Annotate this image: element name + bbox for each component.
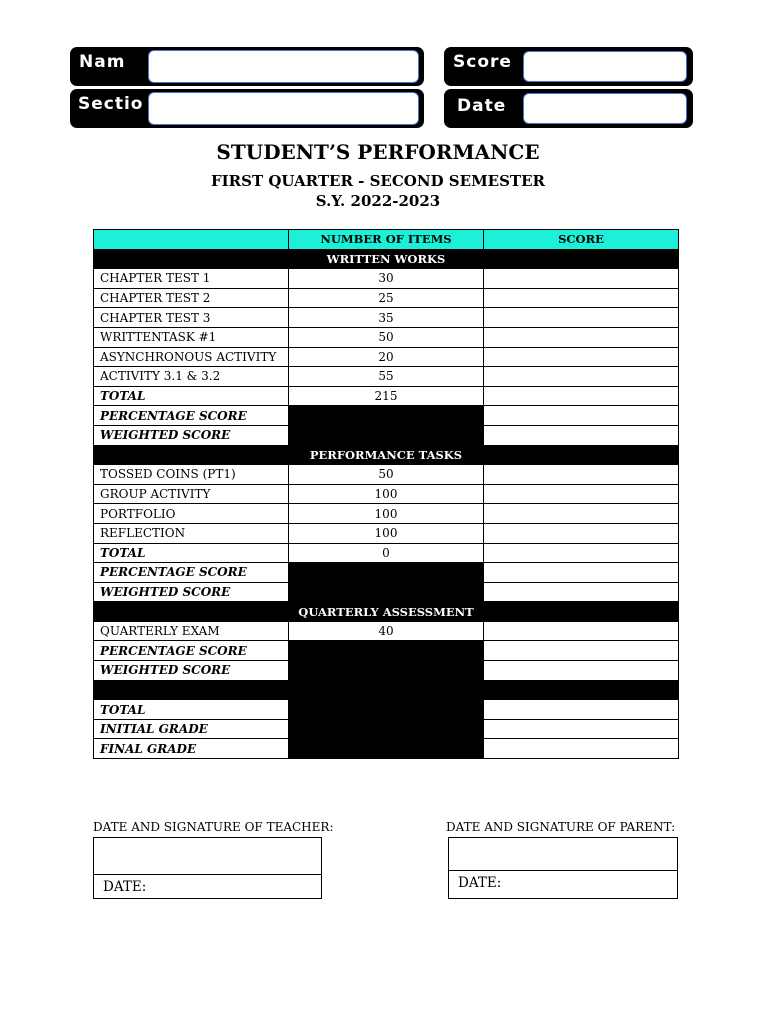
final-grade-label: FINAL GRADE	[94, 739, 289, 759]
score-cell[interactable]	[484, 288, 679, 308]
weighted-row	[94, 425, 679, 445]
blocked-cell	[289, 425, 484, 445]
score-cell[interactable]	[484, 661, 679, 681]
item-count: 55	[289, 367, 484, 387]
item-name: QUARTERLY EXAM	[94, 621, 289, 641]
score-cell[interactable]	[484, 523, 679, 543]
percentage-label: PERCENTAGE SCORE	[94, 563, 289, 583]
score-cell[interactable]	[484, 641, 679, 661]
final-grade-row	[94, 739, 679, 759]
table-row	[94, 367, 679, 387]
score-cell[interactable]	[484, 504, 679, 524]
item-count: 20	[289, 347, 484, 367]
percentage-row	[94, 641, 679, 661]
item-name: GROUP ACTIVITY	[94, 484, 289, 504]
blocked-cell	[289, 582, 484, 602]
header-number-of-items: NUMBER OF ITEMS	[289, 230, 484, 250]
item-name: CHAPTER TEST 3	[94, 308, 289, 328]
table-row	[94, 484, 679, 504]
initial-grade-row	[94, 719, 679, 739]
name-label: Nam	[79, 52, 126, 72]
blocked-cell	[289, 406, 484, 426]
date-input[interactable]	[523, 93, 687, 124]
score-cell[interactable]	[484, 582, 679, 602]
section-label: Sectio	[78, 94, 144, 114]
total-row	[94, 543, 679, 563]
parent-signature-box[interactable]	[448, 837, 678, 899]
section-row-written-works	[94, 249, 679, 269]
item-count: 100	[289, 523, 484, 543]
percentage-label: PERCENTAGE SCORE	[94, 641, 289, 661]
item-name: REFLECTION	[94, 523, 289, 543]
score-field	[444, 47, 693, 86]
teacher-signature-box[interactable]	[93, 837, 322, 899]
item-count: 40	[289, 621, 484, 641]
section-row-quarterly-assessment	[94, 602, 679, 622]
item-count: 50	[289, 465, 484, 485]
item-count: 35	[289, 308, 484, 328]
section-row-performance-tasks	[94, 445, 679, 465]
percentage-row	[94, 406, 679, 426]
weighted-row	[94, 582, 679, 602]
item-name: PORTFOLIO	[94, 504, 289, 524]
performance-table	[93, 229, 679, 759]
score-cell[interactable]	[484, 739, 679, 759]
date-label: Date	[457, 96, 507, 116]
page-subtitle: FIRST QUARTER - SECOND SEMESTER	[210, 172, 545, 190]
initial-grade-label: INITIAL GRADE	[94, 719, 289, 739]
table-row	[94, 269, 679, 289]
weighted-label: WEIGHTED SCORE	[94, 661, 289, 681]
section-label: PERFORMANCE TASKS	[94, 445, 679, 465]
blocked-cell	[289, 739, 484, 759]
percentage-row	[94, 563, 679, 583]
item-name: WRITTENTASK #1	[94, 327, 289, 347]
table-row	[94, 465, 679, 485]
total-value: 215	[289, 386, 484, 406]
score-cell[interactable]	[484, 543, 679, 563]
item-count: 30	[289, 269, 484, 289]
table-row	[94, 523, 679, 543]
score-cell[interactable]	[484, 484, 679, 504]
score-cell[interactable]	[484, 308, 679, 328]
page-title: STUDENT’S PERFORMANCE	[216, 140, 540, 164]
score-cell[interactable]	[484, 425, 679, 445]
date-field	[444, 89, 693, 128]
weighted-label: WEIGHTED SCORE	[94, 582, 289, 602]
summary-total-row	[94, 700, 679, 720]
parent-date-label: DATE:	[449, 870, 677, 898]
table-row	[94, 621, 679, 641]
blocked-cell	[289, 641, 484, 661]
section-label: WRITTEN WORKS	[94, 249, 679, 269]
table-row	[94, 504, 679, 524]
weighted-row	[94, 661, 679, 681]
header-score: SCORE	[484, 230, 679, 250]
blocked-cell	[289, 700, 484, 720]
total-value: 0	[289, 543, 484, 563]
score-cell[interactable]	[484, 367, 679, 387]
score-input[interactable]	[523, 51, 687, 82]
item-count: 100	[289, 484, 484, 504]
parent-signature-label: DATE AND SIGNATURE OF PARENT:	[446, 820, 676, 834]
section-row-summary	[94, 680, 679, 700]
teacher-signature-label: DATE AND SIGNATURE OF TEACHER:	[93, 820, 334, 834]
score-cell[interactable]	[484, 621, 679, 641]
percentage-label: PERCENTAGE SCORE	[94, 406, 289, 426]
total-row	[94, 386, 679, 406]
section-input[interactable]	[148, 92, 419, 125]
name-input[interactable]	[148, 50, 419, 83]
item-name: ASYNCHRONOUS ACTIVITY	[94, 347, 289, 367]
score-cell[interactable]	[484, 269, 679, 289]
table-header-row	[94, 230, 679, 250]
score-cell[interactable]	[484, 406, 679, 426]
header-item	[94, 230, 289, 250]
score-cell[interactable]	[484, 347, 679, 367]
teacher-date-label: DATE:	[94, 874, 321, 898]
score-cell[interactable]	[484, 465, 679, 485]
score-cell[interactable]	[484, 563, 679, 583]
total-label: TOTAL	[94, 543, 289, 563]
table-row	[94, 347, 679, 367]
blocked-cell	[289, 719, 484, 739]
school-year: S.Y. 2022-2023	[315, 192, 441, 210]
total-label: TOTAL	[94, 386, 289, 406]
total-label: TOTAL	[94, 700, 289, 720]
item-count: 50	[289, 327, 484, 347]
item-name: CHAPTER TEST 2	[94, 288, 289, 308]
score-cell[interactable]	[484, 327, 679, 347]
section-divider	[94, 680, 679, 700]
blocked-cell	[289, 661, 484, 681]
name-field	[70, 47, 424, 86]
weighted-label: WEIGHTED SCORE	[94, 425, 289, 445]
blocked-cell	[289, 563, 484, 583]
score-cell[interactable]	[484, 700, 679, 720]
item-count: 100	[289, 504, 484, 524]
score-label: Score	[453, 52, 512, 72]
section-label: QUARTERLY ASSESSMENT	[94, 602, 679, 622]
score-cell[interactable]	[484, 719, 679, 739]
item-name: TOSSED COINS (PT1)	[94, 465, 289, 485]
item-count: 25	[289, 288, 484, 308]
table-row	[94, 288, 679, 308]
table-row	[94, 327, 679, 347]
item-name: ACTIVITY 3.1 & 3.2	[94, 367, 289, 387]
item-name: CHAPTER TEST 1	[94, 269, 289, 289]
table-row	[94, 308, 679, 328]
score-cell[interactable]	[484, 386, 679, 406]
section-field	[70, 89, 424, 128]
